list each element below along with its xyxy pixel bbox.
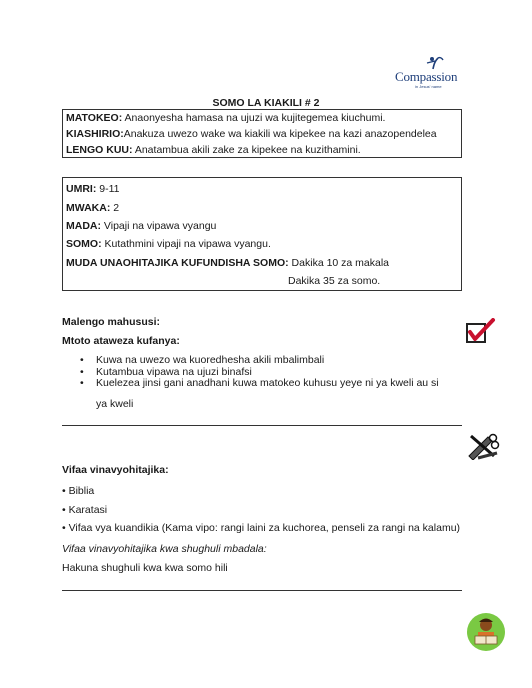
lesson-info-box bbox=[62, 177, 462, 291]
list-item: • Kutambua vipawa na ujuzi binafsi bbox=[80, 367, 439, 379]
mada-label: MADA: bbox=[66, 220, 101, 232]
kiashirio-row bbox=[66, 128, 437, 140]
somo-value: Kutathmini vipaji na vipawa vyangu. bbox=[101, 238, 271, 250]
alternative-materials-text: Hakuna shughuli kwa kwa somo hili bbox=[62, 562, 228, 574]
lengo-text: Anatambua akili zake za kipekee na kuzithamini. bbox=[132, 144, 361, 156]
goals-heading: Malengo mahususi: bbox=[62, 316, 161, 328]
muda-row bbox=[66, 257, 389, 269]
goals-list bbox=[80, 355, 439, 390]
child-reading-icon bbox=[466, 612, 506, 652]
muda-label: MUDA UNAOHITAJIKA KUFUNDISHA SOMO: bbox=[66, 257, 289, 269]
goals-subheading: Mtoto ataweza kufanya: bbox=[62, 335, 180, 347]
lengo-row bbox=[66, 144, 361, 156]
list-item: • Kuwa na uwezo wa kuoredhesha akili mbalimbali bbox=[80, 355, 439, 367]
somo-label: SOMO: bbox=[66, 238, 102, 250]
list-item: • Vifaa vya kuandikia (Kama vipo: rangi laini za kuchorea, penseli za rangi na kalamu) bbox=[62, 522, 461, 534]
goals-continuation: ya kweli bbox=[96, 398, 134, 410]
logo-name: Compassion bbox=[395, 69, 458, 84]
list-item: • Biblia bbox=[62, 485, 95, 497]
matokeo-text: Anaonyesha hamasa na ujuzi wa kujitegemea kiuchumi. bbox=[122, 112, 386, 124]
muda-row-2 bbox=[288, 275, 380, 287]
page-title: SOMO LA KIAKILI # 2 bbox=[212, 97, 320, 109]
muda-value-2: Dakika 35 za somo. bbox=[288, 275, 381, 287]
list-item: • Karatasi bbox=[62, 504, 108, 516]
mada-value: Vipaji na vipawa vyangu bbox=[101, 220, 217, 232]
list-item: • Kuelezea jinsi gani anadhani kuwa matokeo kuhusu yeye ni ya kweli au si bbox=[80, 378, 439, 390]
kiashirio-text: Anakuza uwezo wake wa kiakili wa kipekee na kazi anazopendelea bbox=[123, 128, 437, 140]
mada-row bbox=[66, 220, 216, 232]
umri-label: UMRI: bbox=[66, 183, 97, 195]
pencils-scissors-icon bbox=[466, 432, 500, 460]
mwaka-row bbox=[66, 202, 119, 214]
objectives-box bbox=[62, 109, 462, 158]
compassion-logo bbox=[395, 55, 475, 95]
logo-tagline: in Jesus' name bbox=[415, 84, 442, 89]
matokeo-row bbox=[66, 112, 385, 124]
divider-line bbox=[62, 590, 462, 591]
lengo-label: LENGO KUU: bbox=[66, 144, 133, 156]
umri-row bbox=[66, 183, 119, 195]
materials-heading: Vifaa vinavyohitajika: bbox=[62, 464, 169, 476]
kiashirio-label: KIASHIRIO: bbox=[66, 128, 124, 140]
umri-value: 9-11 bbox=[96, 183, 120, 195]
somo-row bbox=[66, 238, 271, 250]
mwaka-value: 2 bbox=[110, 202, 120, 214]
alternative-materials-heading: Vifaa vinavyohitajika kwa shughuli mbadala: bbox=[62, 543, 267, 555]
mwaka-label: MWAKA: bbox=[66, 202, 111, 214]
divider-line bbox=[62, 425, 462, 426]
checkbox-checkmark-icon bbox=[465, 318, 497, 346]
muda-value-1: Dakika 10 za makala bbox=[288, 257, 390, 269]
matokeo-label: MATOKEO: bbox=[66, 112, 123, 124]
